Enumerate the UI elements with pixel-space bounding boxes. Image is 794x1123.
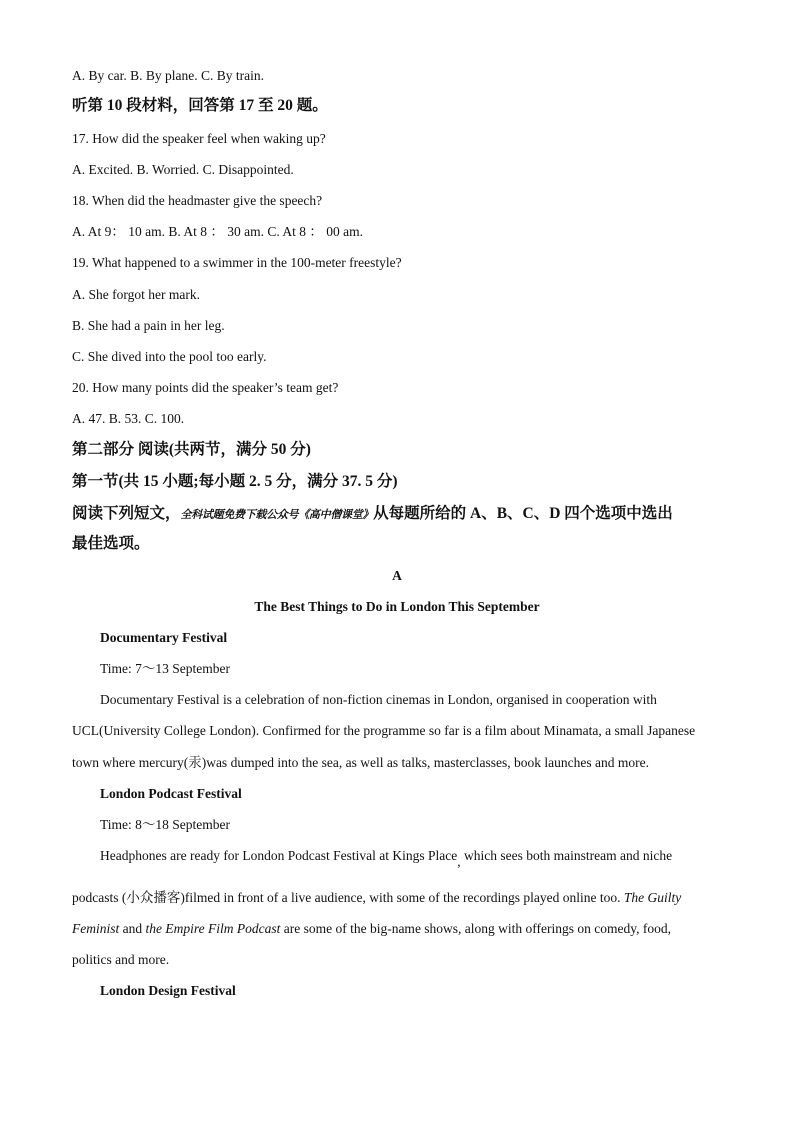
podcast-desc-2a: podcasts (小众播客)filmed in front of a live audience, with some of the recordings played online too.	[72, 890, 624, 905]
reading-instruction-line2: 最佳选项。	[72, 535, 150, 552]
event-name-podcast: London Podcast Festival	[100, 786, 242, 801]
instruction-text-post: 从每题所给的 A、B、C、D 四个选项中选出	[373, 505, 673, 522]
question-19-option-b: B. She had a pain in her leg.	[72, 318, 225, 333]
q16-options: A. By car. B. By plane. C. By train.	[72, 68, 264, 83]
event-desc-podcast-1	[100, 847, 673, 869]
reading-instruction	[72, 505, 673, 524]
event-desc-documentary-3: town where mercury(汞)was dumped into the sea, as well as talks, masterclasses, book launches and more.	[72, 755, 649, 770]
event-time-podcast: Time: 8～18 September	[100, 817, 230, 832]
podcast-desc-comma: ,	[457, 854, 461, 869]
question-18-options: A. At 9： 10 am. B. At 8 ： 30 am. C. At 8 ： 00 am.	[72, 224, 364, 239]
watermark-text: 全科试题免费下载公众号《高中僧课堂》	[180, 509, 374, 521]
section-10-heading: 听第 10 段材料，回答第 17 至 20 题。	[72, 97, 328, 114]
question-17: 17. How did the speaker feel when waking up?	[72, 131, 326, 146]
question-19-option-c: C. She dived into the pool too early.	[72, 349, 267, 364]
event-desc-podcast-2	[72, 889, 681, 907]
podcast-desc-3-and: and	[119, 921, 146, 936]
question-19: 19. What happened to a swimmer in the 100-meter freestyle?	[72, 255, 402, 270]
passage-title: The Best Things to Do in London This September	[254, 599, 540, 614]
podcast-desc-1b: which sees both mainstream and niche	[460, 848, 673, 863]
podcast-show-title-empire: the Empire Film Podcast	[145, 921, 281, 936]
passage-letter: A	[392, 568, 402, 583]
podcast-desc-3-rest: are some of the big-name shows, along with offerings on comedy, food,	[280, 921, 672, 936]
event-desc-podcast-3	[72, 920, 671, 938]
event-desc-documentary-2: UCL(University College London). Confirmed for the programme so far is a film about Minamata, a small Japanese	[72, 723, 696, 738]
question-18: 18. When did the headmaster give the speech?	[72, 193, 323, 208]
question-20: 20. How many points did the speaker’s team get?	[72, 380, 339, 395]
event-desc-podcast-4: politics and more.	[72, 952, 170, 967]
section-one-heading: 第一节(共 15 小题;每小题 2. 5 分，满分 37. 5 分)	[72, 473, 398, 490]
podcast-show-title-feminist: Feminist	[72, 921, 120, 936]
event-name-design: London Design Festival	[100, 983, 236, 998]
instruction-text-pre: 阅读下列短文，	[72, 505, 181, 522]
event-name-documentary: Documentary Festival	[100, 630, 228, 645]
event-desc-documentary-1: Documentary Festival is a celebration of non-fiction cinemas in London, organised in cooperation with	[100, 692, 657, 707]
question-20-options: A. 47. B. 53. C. 100.	[72, 411, 185, 426]
question-17-options: A. Excited. B. Worried. C. Disappointed.	[72, 162, 294, 177]
part-two-heading: 第二部分 阅读(共两节，满分 50 分)	[72, 441, 311, 458]
podcast-show-title-guilty: The Guilty	[623, 890, 682, 905]
podcast-desc-1a: Headphones are ready for London Podcast Festival at Kings Place	[100, 848, 458, 863]
event-time-documentary: Time: 7～13 September	[100, 661, 230, 676]
question-19-option-a: A. She forgot her mark.	[72, 287, 200, 302]
